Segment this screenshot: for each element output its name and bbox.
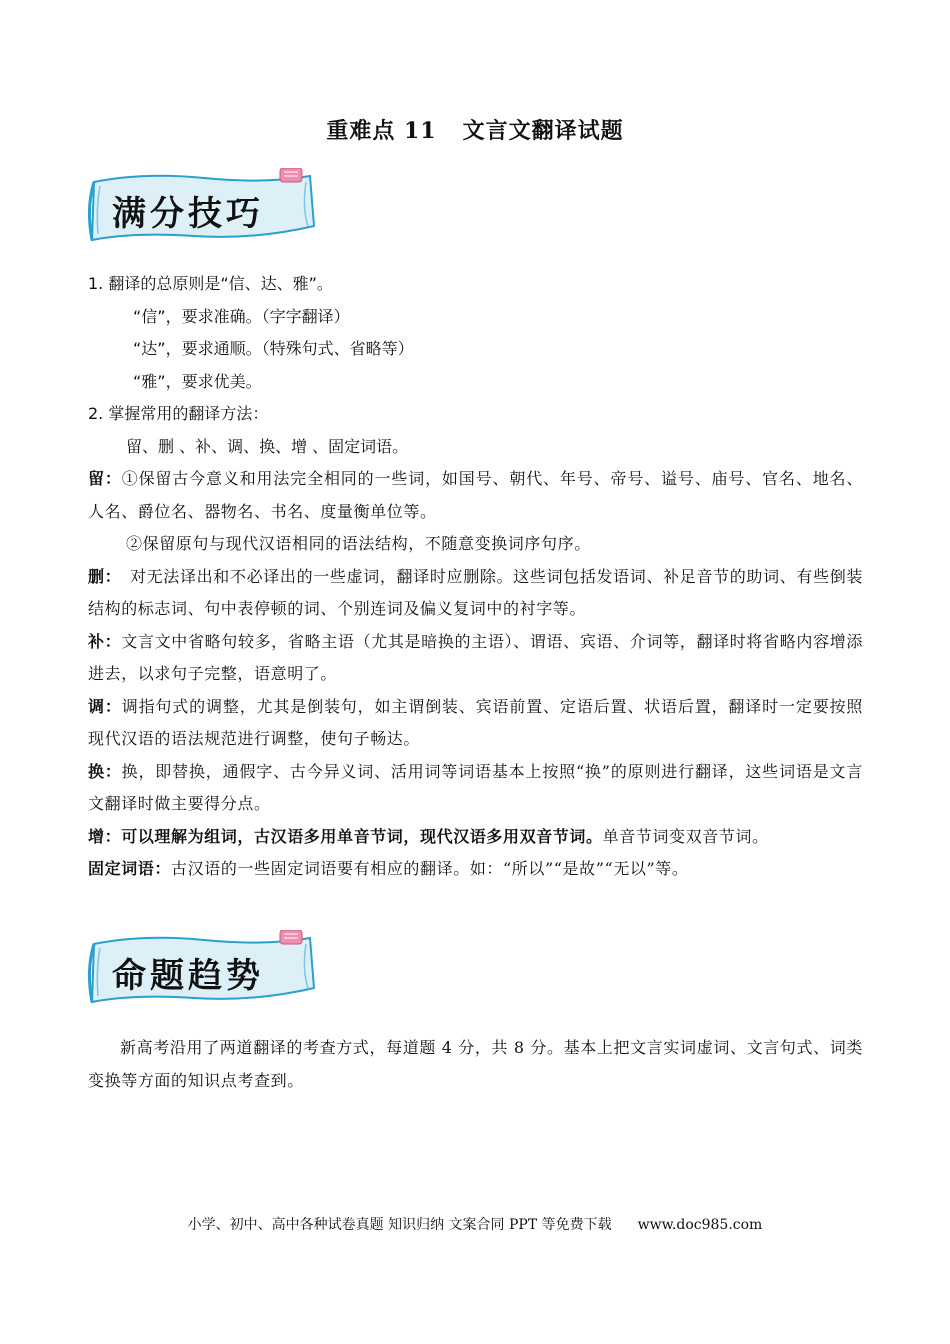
section-banner-trend	[84, 930, 316, 1008]
trend-text: 新高考沿用了两道翻译的考查方式，每道题 4 分，共 8 分。基本上把文言实词虚词、文言句式、词类变换等方面的知识点考查到。	[88, 1038, 863, 1090]
section-banner-tips	[84, 168, 316, 246]
method-tiao-text: 调指句式的调整，尤其是倒装句，如主谓倒装、宾语前置、定语后置、状语后置，翻译时一定要按照现代汉语的语法规范进行调整，使句子畅达。	[88, 696, 864, 748]
tip-methods-list: 留、删 、补、调、换、增 、固定词语。	[126, 436, 409, 456]
method-liu-2: ②保留原句与现代汉语相同的语法结构，不随意变换词序句序。	[126, 534, 591, 553]
method-huan-text: 换，即替换，通假字、古今异义词、活用词等词语基本上按照“换”的原则进行翻译，这些词语是文言文翻译时做主要得分点。	[88, 761, 863, 813]
tip-da: “达”，要求通顺。（特殊句式、省略等）	[133, 339, 414, 358]
tip-principle: 1. 翻译的总原则是“信、达、雅”。	[88, 274, 333, 293]
method-tiao	[88, 691, 863, 756]
method-guding	[88, 853, 863, 886]
method-bu-text: 文言文中省略句较多，省略主语（尤其是暗换的主语）、谓语、宾语、介词等，翻译时将省略内容增添进去，以求句子完整，语意明了。	[88, 631, 863, 683]
tip-xin: “信”，要求准确。（字字翻译）	[133, 306, 350, 326]
title-number: 重难点 11	[326, 118, 437, 144]
method-liu-text: ①保留古今意义和用法完全相同的一些词，如国号、朝代、年号、帝号、谥号、庙号、官名、地名、人名、爵位名、器物名、书名、度量衡单位等。	[88, 469, 864, 521]
method-bu-label: 补：	[88, 631, 122, 651]
banner-label-trend: 命题趋势	[112, 956, 264, 996]
method-guding-text: 古汉语的一些固定词语要有相应的翻译。如：“所以”“是故”“无以”等。	[171, 859, 689, 878]
tips-list	[88, 268, 863, 463]
method-zeng-label: 增：可以理解为组词，古汉语多用单音节词，现代汉语多用双音节词。	[88, 826, 603, 846]
method-liu	[88, 463, 863, 528]
method-zeng	[88, 821, 863, 854]
method-details	[88, 463, 863, 886]
paper-clip-icon-2	[280, 930, 302, 944]
banner-label-tips: 满分技巧	[112, 194, 264, 234]
method-huan-label: 换：	[88, 761, 122, 781]
method-shan-label: 删：	[88, 566, 114, 586]
tip-methods: 2. 掌握常用的翻译方法：	[88, 404, 269, 423]
footer	[0, 1214, 950, 1234]
paper-clip-icon	[280, 168, 302, 182]
footer-text: 小学、初中、高中各种试卷真题 知识归纳 文案合同 PPT 等免费下载	[187, 1217, 612, 1233]
method-zeng-text: 单音节词变双音节词。	[602, 826, 769, 846]
title-text: 文言文翻译试题	[462, 118, 624, 144]
method-shan	[88, 561, 863, 626]
method-tiao-label: 调：	[88, 696, 122, 716]
footer-url[interactable]: www.doc985.com	[637, 1217, 763, 1233]
method-bu	[88, 626, 863, 691]
method-huan	[88, 756, 863, 821]
method-liu-label: 留：	[88, 469, 122, 488]
method-guding-label: 固定词语：	[88, 859, 172, 878]
tip-ya: “雅”，要求优美。	[133, 371, 262, 391]
method-shan-text: 对无法译出和不必译出的一些虚词，翻译时应删除。这些词包括发语词、补足音节的助词、有些倒装结构的标志词、句中表停顿的词、个别连词及偏义复词中的衬字等。	[88, 566, 863, 618]
page-title	[0, 114, 950, 145]
